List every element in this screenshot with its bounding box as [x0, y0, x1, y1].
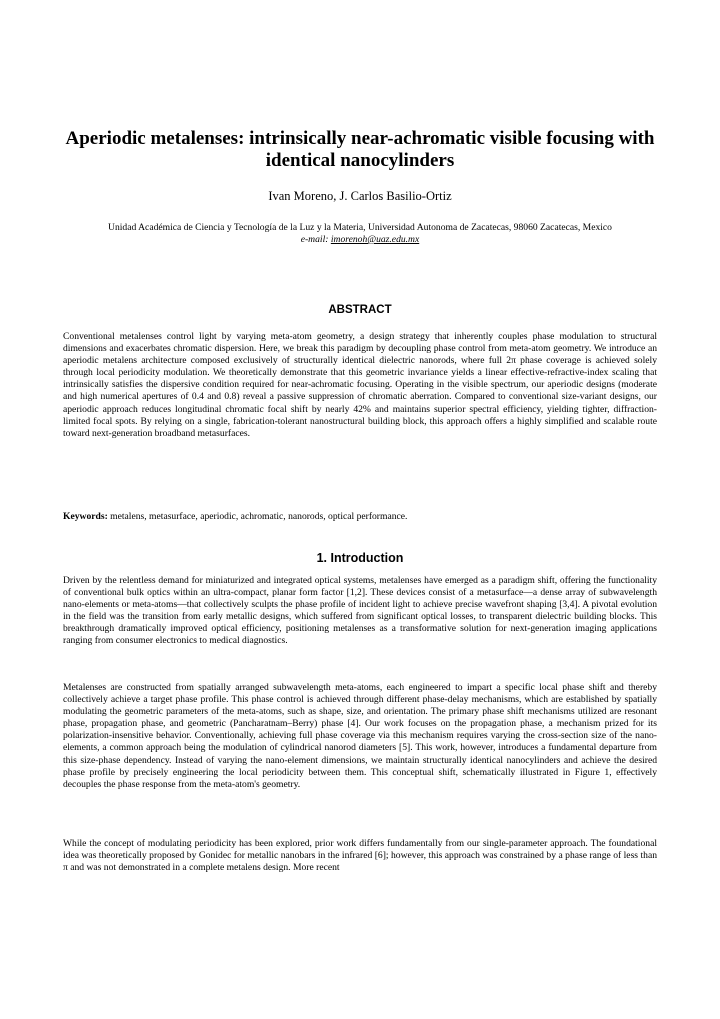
affiliation-block: [56, 222, 664, 246]
email-link[interactable]: imorenoh@uaz.edu.mx: [330, 234, 420, 245]
intro-paragraph: Driven by the relentless demand for miniaturized and integrated optical systems, metalenses have emerged as a paradigm shift, offering the functionality of conventional bulk optics within an ultra-compact, planar form factor [1,2]. These devices consist of a metasurface—a dense array of subwavelength nano-elements or meta-atoms—that collectively sculpts the phase profile of incident light to achieve precise wavefront shaping [3,4]. A pivotal evolution in the field was the transition from early metallic designs, which suffered from significant optical losses, to transparent dielectric building blocks. This breakthrough dramatically improved optical efficiency, positioning metalenses as a transformative solution for next-generation imaging applications ranging from consumer electronics to medical diagnostics.: [63, 575, 657, 647]
keywords-line: [63, 511, 657, 523]
intro-paragraph: While the concept of modulating periodicity has been explored, prior work differs fundamentally from our single-parameter approach. The foundational idea was theoretically proposed by Gonidec for metallic nanobars in the infrared [6]; however, this approach was constrained by a phase range of less than π and was not demonstrated in a complete metalens design. More recent: [63, 838, 657, 874]
intro-paragraph: Metalenses are constructed from spatially arranged subwavelength meta-atoms, each engineered to impart a specific local phase shift and thereby collectively achieve a target phase profile. This phase control is achieved through different phase-delay mechanisms, which are established by spatially modulating the geometric parameters of the meta-atoms, such as shape, size, and orientation. The primary phase shift mechanisms utilized are resonant phase, propagation phase, and geometric (Pancharatnam–Berry) phase [4]. Our work focuses on the propagation phase, a mechanism prized for its polarization-insensitive behavior. Conventionally, achieving full phase coverage via this mechanism requires varying the cross-section size of the nano-elements, a common approach being the modulation of cylindrical nanorod diameters [5]. This work, however, introduces a fundamental departure from this size-phase dependency. Instead of varying the nano-element dimensions, we maintain structurally identical nanocylinders and achieve the desired phase profile by precisely engineering the local periodicity between them. This conceptual shift, schematically illustrated in Figure 1, effectively decouples the phase response from the meta-atom's geometry.: [63, 682, 657, 790]
section-heading-introduction: 1. Introduction: [316, 551, 404, 565]
affiliation-text: Unidad Académica de Ciencia y Tecnología de la Luz y la Materia, Universidad Autonoma de Zacatecas, 98060 Zacatecas, Mexico: [108, 222, 612, 233]
paper-title: Aperiodic metalenses: intrinsically near-achromatic visible focusing with identical nanocylinders: [65, 128, 655, 171]
email-line: [56, 234, 664, 246]
keywords-label: Keywords:: [63, 511, 108, 522]
abstract-heading: ABSTRACT: [328, 304, 392, 316]
abstract-text: Conventional metalenses control light by varying meta-atom geometry, a design strategy that inherently couples phase modulation to structural dimensions and exacerbates chromatic dispersion. Here, we break this paradigm by decoupling phase control from meta-atom geometry. We introduce an aperiodic metalens architecture composed exclusively of structurally identical dielectric nanorods, where full 2π phase coverage is achieved solely through local periodicity modulation. We theoretically demonstrate that this geometric invariance yields a linear effective-refractive-index scaling that intrinsically satisfies the dispersive condition required for near-achromatic focusing. Operating in the visible spectrum, our aperiodic designs (moderate and high numerical apertures of 0.4 and 0.8) reveal a passive suppression of chromatic aberration. Compared to conventional size-variant designs, our aperiodic approach reduces longitudinal chromatic focal shift by nearly 42% and maintains superior spectral efficiency, yielding tighter, diffraction-limited focal spots. By relying on a single, fabrication-tolerant nanostructural building block, this approach offers a highly simplified and scalable route toward next-generation broadband metasurfaces.: [63, 331, 657, 439]
email-label: e-mail:: [300, 234, 331, 245]
keywords-text: metalens, metasurface, aperiodic, achromatic, nanorods, optical performance.: [107, 511, 408, 522]
author-list: Ivan Moreno, J. Carlos Basilio-Ortiz: [268, 189, 452, 203]
